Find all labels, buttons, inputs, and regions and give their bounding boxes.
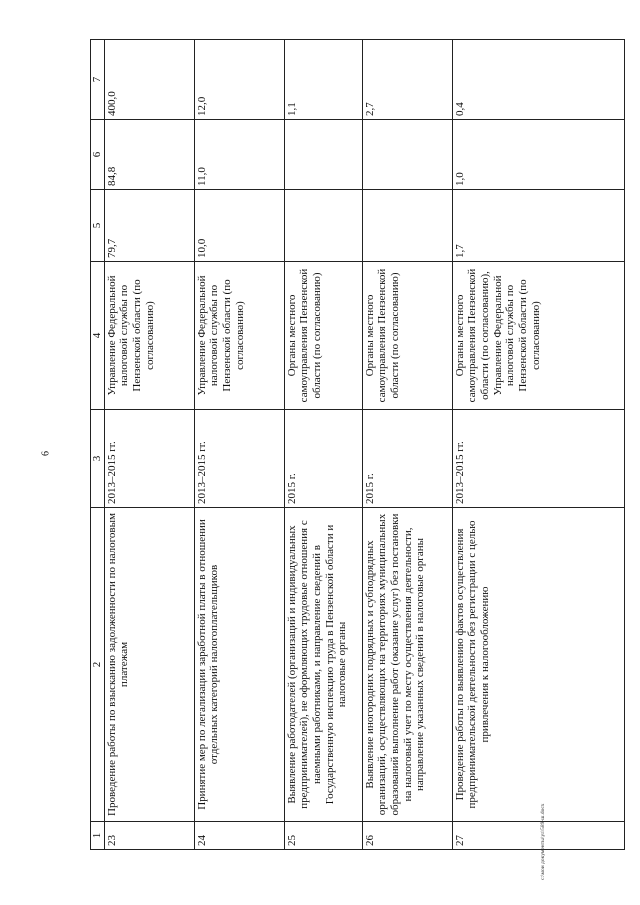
implementation-period: 2015 г.	[284, 410, 362, 508]
value-col-5: 1,7	[452, 190, 624, 262]
value-col-6	[284, 120, 362, 190]
row-number: 27	[452, 822, 624, 850]
header-cell-3: 3	[91, 410, 105, 508]
document-footer-path: c:\мои документы\ул\589-ш.docx	[540, 803, 546, 880]
page-number: 6	[40, 451, 52, 456]
value-col-6	[362, 120, 452, 190]
implementation-period: 2013–2015 гг.	[194, 410, 284, 508]
table-header-row	[91, 40, 105, 850]
measure-description: Проведение работы по выявлению фактов осуществления предпринимательской деятельности без регистрации с целью привлечения к налогообложению	[452, 508, 624, 822]
value-col-7: 1,1	[284, 40, 362, 120]
measure-description: Проведение работы по взысканию задолженности по налоговым платежам	[104, 508, 194, 822]
table-row	[194, 40, 284, 850]
header-cell-4: 4	[91, 262, 105, 410]
row-number: 25	[284, 822, 362, 850]
implementation-period: 2015 г.	[362, 410, 452, 508]
table-row	[104, 40, 194, 850]
responsible-organization: Управление Федеральной налоговой службы по Пензенской области (по согласованию)	[194, 262, 284, 410]
implementation-period: 2013–2015 гг.	[452, 410, 624, 508]
measure-description: Выявление работодателей (организаций и индивидуальных предпринимателей), не оформляющих трудовые отношения с наемными работниками, и направление сведений в Государственную инспекцию труда в Пензенской области и налоговые органы	[284, 508, 362, 822]
header-cell-1: 1	[91, 822, 105, 850]
row-number: 23	[104, 822, 194, 850]
measure-description: Принятие мер по легализации заработной платы в отношении отдельных категорий налогоплательщиков	[194, 508, 284, 822]
measure-description: Выявление иногородних подрядных и субподрядных организаций, осуществляющих на территориях муниципальных образований выполнение работ (оказание услуг) без постановки на налоговый учет по месту осуществления деятельности, направление указанных сведений в налоговые органы	[362, 508, 452, 822]
responsible-organization: Управление Федеральной налоговой службы по Пензенской области (по согласованию)	[104, 262, 194, 410]
value-col-5	[284, 190, 362, 262]
value-col-5: 10,0	[194, 190, 284, 262]
table-row	[452, 40, 624, 850]
value-col-7: 12,0	[194, 40, 284, 120]
row-number: 26	[362, 822, 452, 850]
value-col-6: 1,0	[452, 120, 624, 190]
value-col-6: 84,8	[104, 120, 194, 190]
row-number: 24	[194, 822, 284, 850]
value-col-7: 2,7	[362, 40, 452, 120]
implementation-period: 2013–2015 гг.	[104, 410, 194, 508]
header-cell-2: 2	[91, 508, 105, 822]
header-cell-5: 5	[91, 190, 105, 262]
value-col-6: 11,0	[194, 120, 284, 190]
responsible-organization: Органы местного самоуправления Пензенской области (по согласованию)	[284, 262, 362, 410]
value-col-5: 79,7	[104, 190, 194, 262]
responsible-organization: Органы местного самоуправления Пензенской области (по согласованию)	[362, 262, 452, 410]
table-row	[284, 40, 362, 850]
value-col-7: 400,0	[104, 40, 194, 120]
header-cell-6: 6	[91, 120, 105, 190]
table-row	[362, 40, 452, 850]
value-col-7: 0,4	[452, 40, 624, 120]
value-col-5	[362, 190, 452, 262]
header-cell-7: 7	[91, 40, 105, 120]
responsible-organization: Органы местного самоуправления Пензенской области (по согласованию), Управление Федеральной налоговой службы по Пензенской области (по согласованию)	[452, 262, 624, 410]
